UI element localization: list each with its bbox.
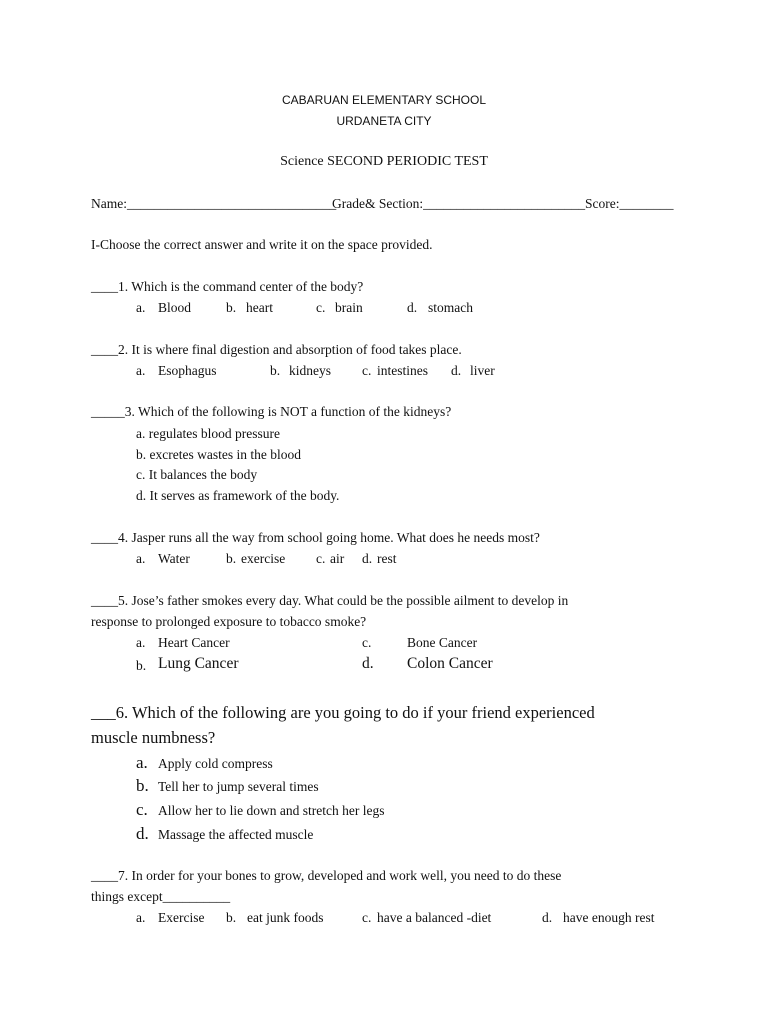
q2-option-b: kidneys bbox=[289, 363, 331, 378]
school-name: CABARUAN ELEMENTARY SCHOOL bbox=[281, 93, 487, 107]
q7-option-b: eat junk foods bbox=[247, 910, 324, 925]
question-6-line-2: muscle numbness? bbox=[91, 728, 216, 747]
q5-option-a-letter: a. bbox=[136, 635, 146, 650]
question-5-line-2: response to prolonged exposure to tobacco smoke? bbox=[91, 614, 367, 629]
q2-option-d: liver bbox=[470, 363, 495, 378]
q2-option-d-letter: d. bbox=[451, 363, 462, 378]
q2-option-c: intestines bbox=[377, 363, 428, 378]
grade-section-field[interactable]: Grade& Section:________________________ bbox=[332, 196, 586, 211]
q6-option-b-letter: b. bbox=[136, 776, 149, 795]
q7-option-c: have a balanced -diet bbox=[377, 910, 492, 925]
q6-option-a: Apply cold compress bbox=[158, 756, 273, 771]
q1-option-d-letter: d. bbox=[407, 300, 418, 315]
q4-option-b-letter: b. bbox=[226, 551, 237, 566]
question-5-line-1: ____5. Jose’s father smokes every day. What could be the possible ailment to develop in bbox=[91, 593, 569, 608]
q6-option-b: Tell her to jump several times bbox=[158, 779, 319, 794]
q4-option-c: air bbox=[330, 551, 345, 566]
question-3: _____3. Which of the following is NOT a function of the kidneys? bbox=[91, 404, 452, 419]
q4-option-d-letter: d. bbox=[362, 551, 373, 566]
q7-option-d: have enough rest bbox=[563, 910, 655, 925]
question-7-line-1: ____7. In order for your bones to grow, developed and work well, you need to do these bbox=[91, 868, 562, 883]
q3-option-b: b. excretes wastes in the blood bbox=[136, 447, 301, 462]
q4-option-c-letter: c. bbox=[316, 551, 326, 566]
q5-option-d: Colon Cancer bbox=[407, 655, 493, 672]
q6-option-a-letter: a. bbox=[136, 753, 148, 772]
name-field[interactable]: Name:_______________________________ bbox=[91, 196, 337, 211]
q6-option-d-letter: d. bbox=[136, 824, 149, 843]
q2-option-a: Esophagus bbox=[158, 363, 217, 378]
q6-option-d: Massage the affected muscle bbox=[158, 827, 314, 842]
q1-option-c: brain bbox=[335, 300, 363, 315]
q5-option-c-letter: c. bbox=[362, 635, 372, 650]
q1-option-b: heart bbox=[246, 300, 273, 315]
score-field[interactable]: Score:________ bbox=[585, 196, 674, 211]
q5-option-d-letter: d. bbox=[362, 655, 374, 672]
instructions: I-Choose the correct answer and write it on the space provided. bbox=[91, 237, 433, 252]
test-title: Science SECOND PERIODIC TEST bbox=[280, 154, 488, 169]
question-6-line-1: ___6. Which of the following are you going to do if your friend experienced bbox=[91, 703, 595, 722]
q1-option-b-letter: b. bbox=[226, 300, 237, 315]
q2-option-a-letter: a. bbox=[136, 363, 146, 378]
q1-option-a-letter: a. bbox=[136, 300, 146, 315]
q7-option-b-letter: b. bbox=[226, 910, 237, 925]
question-7-line-2: things except__________ bbox=[91, 889, 231, 904]
q7-option-a-letter: a. bbox=[136, 910, 146, 925]
q2-option-c-letter: c. bbox=[362, 363, 372, 378]
q6-option-c: Allow her to lie down and stretch her legs bbox=[158, 803, 385, 818]
q7-option-a: Exercise bbox=[158, 910, 205, 925]
q3-option-d: d. It serves as framework of the body. bbox=[136, 488, 340, 503]
city-name: URDANETA CITY bbox=[336, 114, 432, 128]
q7-option-c-letter: c. bbox=[362, 910, 372, 925]
question-4: ____4. Jasper runs all the way from school going home. What does he needs most? bbox=[91, 530, 540, 545]
q5-option-b-letter: b. bbox=[136, 658, 147, 673]
q6-option-c-letter: c. bbox=[136, 800, 148, 819]
question-2: ____2. It is where final digestion and absorption of food takes place. bbox=[91, 342, 462, 357]
q1-option-c-letter: c. bbox=[316, 300, 326, 315]
q4-option-b-text: exercise bbox=[241, 551, 286, 566]
q4-option-d: rest bbox=[377, 551, 397, 566]
q1-option-d: stomach bbox=[428, 300, 473, 315]
q3-option-a: a. regulates blood pressure bbox=[136, 426, 280, 441]
q5-option-a: Heart Cancer bbox=[158, 635, 230, 650]
q3-option-c: c. It balances the body bbox=[136, 467, 258, 482]
q1-option-a: Blood bbox=[158, 300, 192, 315]
question-1: ____1. Which is the command center of the body? bbox=[91, 279, 364, 294]
q4-option-a-letter: a. bbox=[136, 551, 146, 566]
q5-option-b: Lung Cancer bbox=[158, 655, 239, 672]
q7-option-d-letter: d. bbox=[542, 910, 553, 925]
q5-option-c: Bone Cancer bbox=[407, 635, 478, 650]
q2-option-b-letter: b. bbox=[270, 363, 281, 378]
q4-option-a: Water bbox=[158, 551, 190, 566]
